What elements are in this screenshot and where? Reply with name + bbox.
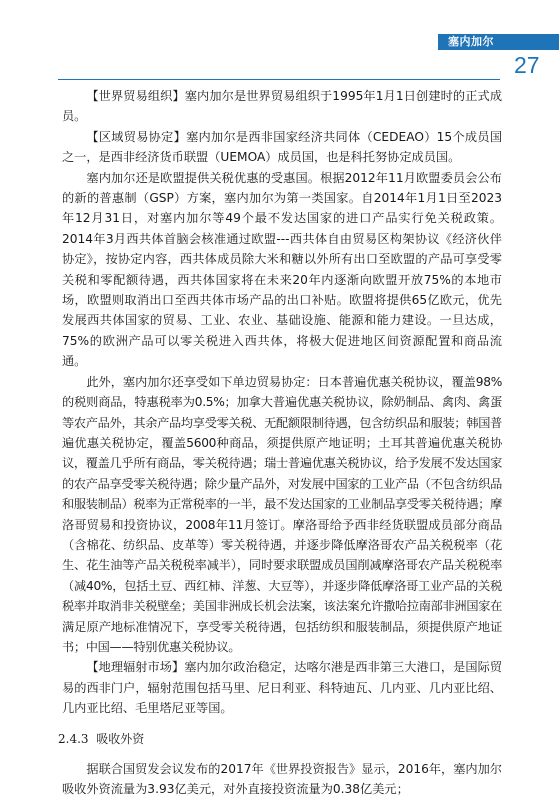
paragraph-text: 此外，塞内加尔还享受如下单边贸易协定：日本普遍优惠关税协议，覆盖98%的税则商品，特惠税率为0.5%；加拿大普遍优惠关税协议，除奶制品、禽肉、禽蛋等农产品外，其余产品均享受零关税、无配额限制待遇，包含纺织品和服装；韩国普遍优惠关税协定，覆盖5600种商品，须提供原产地证明；土耳其普遍优惠关税协议，覆盖几乎所有商品，零关税待遇；瑞士普遍优惠关税协议，给予发展不发达国家的农产品享受零关税待遇；除少量产品外，对发展中国家的工业产品（不包含纺织品和服装制品）税率为正常税率的一半，最不发达国家的工业制品享受零关税待遇；摩洛哥贸易和投资协议，2008年11月签订。摩洛哥给予西非经货联盟成员部分商品（含棉花、纺织品、皮革等）零关税待遇，并逐步降低摩洛哥农产品关税税率（花生、花生油等产品关税税率减半），同时要求联盟成员国削减摩洛哥农产品关税税率（减40%，包括土豆、西红柿、洋葱、大豆等），并逐步降低摩洛哥工业产品的关税税率并取消非关税壁垒；美国非洲成长机会法案，该法案允许撒哈拉南部非洲国家在满足原产地标准情况下，享受零关税待遇，包括纺织和服装制品，须提供原产地证书；中国——特别优惠关税协议。 [62, 374, 502, 654]
paragraph-geographic-market [62, 657, 502, 718]
header-divider [58, 79, 500, 80]
paragraph-text: 塞内加尔还是欧盟提供关税优惠的受惠国。根据2012年11月欧盟委员会公布的新的普惠制（GSP）方案，塞内加尔为第一类国家。自2014年1月1日至2023年12月31日，对塞内加尔等49个最不发达国家的进口产品实行免关税政策。2014年3月西共体首脑会核准通过欧盟---西共体自由贸易区构架协议《经济伙伴协定》，按协定内容，西共体成员除大米和糖以外所有出口至欧盟的产品可享受零关税和零配额待遇，西共体国家将在未来20年内逐渐向欧盟开放75%的本地市场，欧盟则取消出口至西共体市场产品的出口补贴。欧盟将提供65亿欧元，优先发展西共体国家的贸易、工业、农业、基础设施、能源和能力建设。一旦达成，75%的欧洲产品可以零关税进入西共体，将极大促进地区间资源配置和商品流通。 [62, 170, 502, 369]
paragraph-tag: 【地理辐射市场】 [86, 660, 185, 675]
header-country-label: 塞内加尔 [448, 35, 494, 48]
section-title: 吸收外资 [96, 731, 145, 746]
paragraph-investment [62, 759, 502, 800]
page-body [58, 86, 503, 800]
section-number: 2.4.3 [58, 731, 89, 746]
paragraph-wto [62, 86, 502, 127]
paragraph-text: 塞内加尔是西非国家经济共同体（CEDEAO）15个成员国之一，是西非经济货币联盟（UEMOA）成员国，也是科托努协定成员国。 [62, 129, 503, 165]
paragraph-tag: 【世界贸易组织】 [86, 89, 185, 103]
paragraph-text: 塞内加尔是世界贸易组织于1995年1月1日创建时的正式成员。 [62, 89, 503, 124]
paragraph-regional-trade [62, 127, 502, 168]
paragraph-tag: 【区域贸易协定】 [86, 129, 187, 144]
paragraph-text: 据联合国贸发会议发布的2017年《世界投资报告》显示，2016年，塞内加尔吸收外资流量为3.93亿美元，对外直接投资流量为0.38亿美元； [62, 762, 502, 797]
section-heading [58, 729, 502, 749]
paragraph-eu-preferences [62, 168, 502, 372]
paragraph-text: 塞内加尔政治稳定，达喀尔港是西非第三大港口，是国际贸易的西非门户，辐射范围包括马里、尼日利亚、科特迪瓦、几内亚、几内亚比绍、几内亚比绍、毛里塔尼亚等国。 [62, 660, 503, 716]
paragraph-unilateral-agreements [62, 372, 502, 658]
page-number: 27 [514, 52, 540, 78]
header-country-tab [438, 34, 559, 50]
